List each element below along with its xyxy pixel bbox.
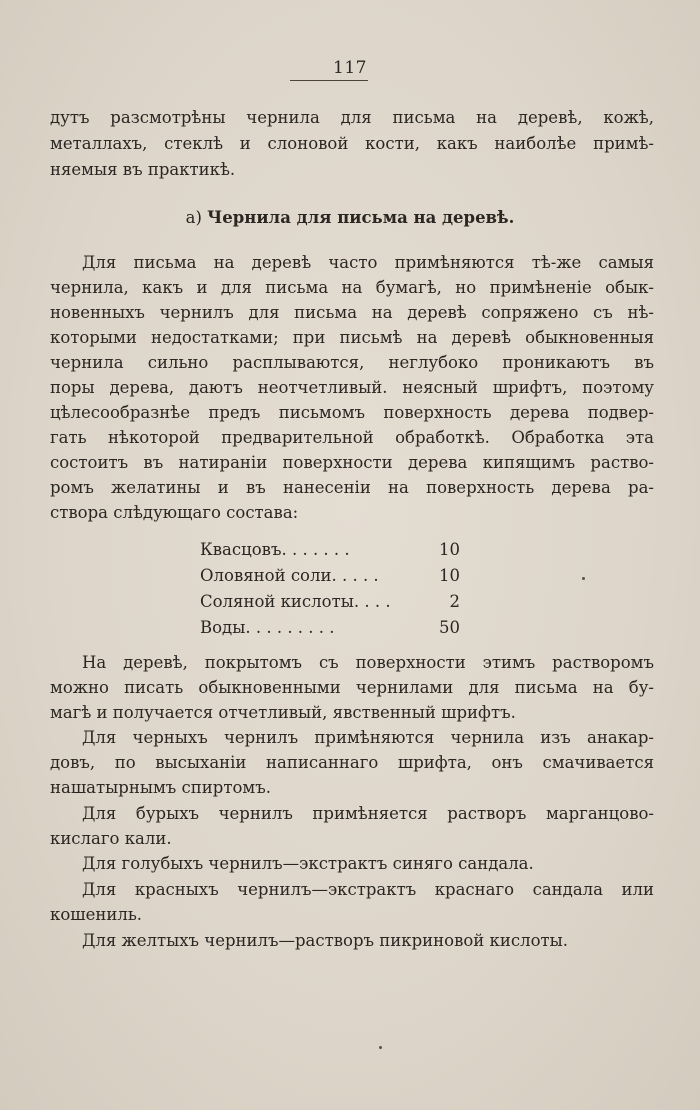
paragraph-line: довъ, по высыханіи написаннаго шрифта, онъ смачивается bbox=[50, 753, 654, 772]
paper-speck bbox=[582, 577, 585, 580]
paragraph-line: чернила, какъ и для письма на бумагѣ, но примѣненіе обык- bbox=[50, 278, 654, 297]
recipe-row bbox=[200, 540, 460, 560]
paragraph-line: На деревѣ, покрытомъ съ поверхности этимъ растворомъ bbox=[82, 653, 654, 672]
recipe-leader-dots: . . . . bbox=[353, 592, 391, 611]
paragraph-line: новенныхъ чернилъ для письма на деревѣ сопряжено съ нѣ- bbox=[50, 303, 654, 322]
page-number: 117 bbox=[333, 58, 367, 78]
recipe-ingredient: Воды bbox=[200, 618, 246, 637]
paragraph-line: которыми недостатками; при письмѣ на деревѣ обыкновенныя bbox=[50, 328, 654, 347]
recipe-ingredient: Соляной кислоты bbox=[200, 592, 354, 611]
recipe-amount: 10 bbox=[439, 540, 460, 559]
paragraph-line: ромъ желатины и въ нанесеніи на поверхность дерева ра- bbox=[50, 478, 654, 497]
paragraph-line: гать нѣкоторой предварительной обработкѣ. Обработка эта bbox=[50, 428, 654, 447]
paragraph-line: кошениль. bbox=[50, 905, 143, 924]
paragraph-line: кислаго кали. bbox=[50, 829, 172, 848]
section-label: a) bbox=[185, 208, 202, 227]
paragraph-line: створа слѣдующаго состава: bbox=[50, 503, 299, 522]
paragraph-line: Для красныхъ чернилъ—экстрактъ краснаго сандала или bbox=[82, 880, 654, 899]
paragraph-line: магѣ и получается отчетливый, явственный шрифтъ. bbox=[50, 703, 516, 722]
section-heading bbox=[0, 208, 700, 228]
section-title: Чернила для письма на деревѣ. bbox=[207, 208, 515, 227]
paragraph-line: Для бурыхъ чернилъ примѣняется растворъ марганцово- bbox=[82, 804, 654, 823]
recipe-leader-dots: . . . . . bbox=[331, 566, 379, 585]
intro-line: дутъ разсмотрѣны чернила для письма на деревѣ, кожѣ, bbox=[50, 108, 654, 127]
recipe-leader-dots: . . . . . . . bbox=[281, 540, 350, 559]
recipe-amount: 10 bbox=[439, 566, 460, 585]
recipe-ingredient: Квасцовъ bbox=[200, 540, 282, 559]
paragraph-line: можно писать обыкновенными чернилами для письма на бу- bbox=[50, 678, 654, 697]
recipe-ingredient: Оловяной соли bbox=[200, 566, 332, 585]
recipe-row bbox=[200, 618, 460, 638]
paragraph-line: Для желтыхъ чернилъ—растворъ пикриновой кислоты. bbox=[82, 931, 569, 950]
recipe-amount: 50 bbox=[439, 618, 460, 637]
paragraph-line: поры дерева, даютъ неотчетливый. неясный шрифтъ, поэтому bbox=[50, 378, 654, 397]
recipe-leader-dots: . . . . . . . . . bbox=[245, 618, 335, 637]
paper-speck bbox=[379, 1046, 382, 1049]
paragraph-line: цѣлесообразнѣе предъ письмомъ поверхность дерева подвер- bbox=[50, 403, 654, 422]
intro-line: металлахъ, стеклѣ и слоновой кости, какъ наиболѣе примѣ- bbox=[50, 134, 654, 153]
recipe-row bbox=[200, 566, 460, 586]
paragraph-line: состоитъ въ натираніи поверхности дерева кипящимъ раство- bbox=[50, 453, 654, 472]
page-number-rule bbox=[290, 80, 368, 81]
paragraph-line: нашатырнымъ спиртомъ. bbox=[50, 778, 271, 797]
paragraph-line: Для письма на деревѣ часто примѣняются тѣ-же самыя bbox=[82, 253, 654, 272]
recipe-amount: 2 bbox=[449, 592, 460, 611]
intro-line: няемыя въ практикѣ. bbox=[50, 160, 236, 179]
paragraph-line: Для черныхъ чернилъ примѣняются чернила изъ анакар- bbox=[82, 728, 654, 747]
paragraph-line: Для голубыхъ чернилъ—экстрактъ синяго сандала. bbox=[82, 854, 534, 873]
recipe-row bbox=[200, 592, 460, 612]
paragraph-line: чернила сильно расплываются, неглубоко проникаютъ въ bbox=[50, 353, 654, 372]
